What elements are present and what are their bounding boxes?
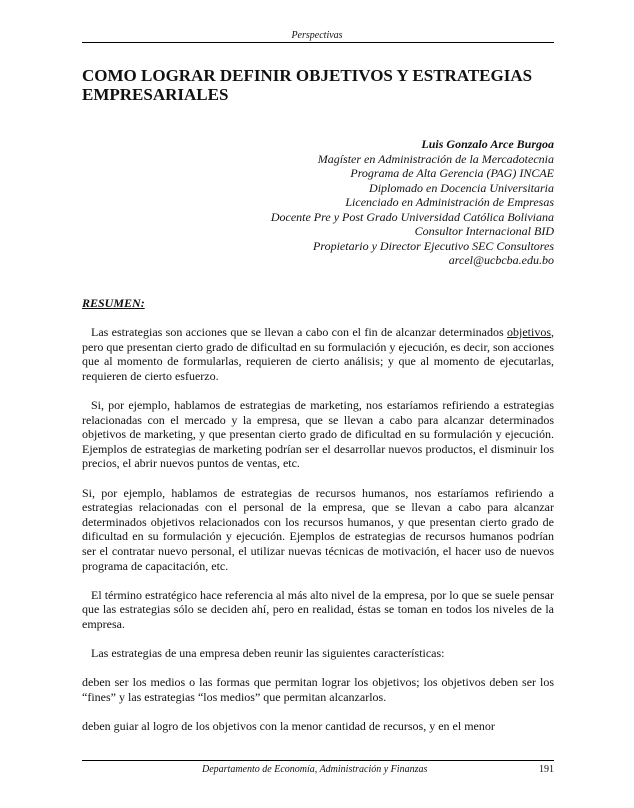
paragraph-6: deben ser los medios o las formas que permitan lograr los objetivos; los objetivos deben ser los “fines” y las estrategias “los medios” que permitan alcanzarlos. <box>82 675 554 704</box>
author-credential: Propietario y Director Ejecutivo SEC Consultores <box>313 238 554 253</box>
article-title: COMO LOGRAR DEFINIR OBJETIVOS Y ESTRATEGIAS EMPRESARIALES <box>82 66 533 104</box>
objetivos-link[interactable]: objetivos <box>507 325 551 339</box>
footer-department: Departamento de Economía, Administración y Finanzas <box>202 764 428 775</box>
header-rule <box>82 42 554 43</box>
paragraph-5: Las estrategias de una empresa deben reunir las siguientes características: <box>91 646 445 661</box>
page-number: 191 <box>539 764 554 775</box>
author-name: Luis Gonzalo Arce Burgoa <box>421 137 554 151</box>
article-body <box>82 325 554 748</box>
paragraph-1 <box>82 325 554 383</box>
author-credential: Consultor Internacional BID <box>414 224 554 238</box>
author-credential: Licenciado en Administración de Empresas <box>345 195 554 209</box>
paragraph-3: Si, por ejemplo, hablamos de estrategias de recursos humanos, nos estaríamos refiriendo a estrategias relacionadas con el personal de la empresa, que se llevan a cabo para alcanzar determinados objetivos relacionados con los recursos humanos, y que presentan cierto grado de dificultad en su formulación y ejecución. Ejemplos de estrategias de recursos humanos podrían ser el contratar nuevo personal, el utilizar nuevas técnicas de motivación, el hacer uso de nuevos programa de capacitación, etc. <box>82 485 554 573</box>
paragraph-2: Si, por ejemplo, hablamos de estrategias de marketing, nos estaríamos refiriendo a estrategias relacionadas con el mercado y la empresa, que se llevan a cabo para alcanzar determinados objetivos de marketing, y que presentan cierto grado de dificultad en su formulación y ejecución. Ejemplos de estrategias de marketing podrían ser el desarrollar nuevos productos, el disminuir los precios, el abrir nuevos puntos de ventas, etc. <box>82 397 554 471</box>
author-block <box>134 137 554 268</box>
running-header: Perspectivas <box>291 30 343 41</box>
author-credential: Programa de Alta Gerencia (PAG) INCAE <box>350 166 554 180</box>
author-email: arcel@ucbcba.edu.bo <box>448 253 554 267</box>
paragraph-4: El término estratégico hace referencia al más alto nivel de la empresa, por lo que se suele pensar que las estrategias sólo se deciden ahí, pero en realidad, éstas se toman en todos los niveles de la empresa. <box>82 587 554 631</box>
paragraph-1-start: Las estrategias son acciones que se llevan a cabo con el fin de alcanzar determinados <box>91 325 507 339</box>
author-credential: Docente Pre y Post Grado Universidad Católica Boliviana <box>270 209 554 224</box>
resumen-heading: RESUMEN: <box>82 296 145 310</box>
author-credential: Diplomado en Docencia Universitaria <box>369 180 554 195</box>
author-credential: Magíster en Administración de la Mercadotecnia <box>317 151 554 166</box>
footer-rule <box>82 760 554 761</box>
paragraph-1-end: , pero que presentan cierto grado de dificultad en su formulación y ejecución, es decir, son acciones que al momento de formularlas, requieren de cierto análisis; y que al momento de ejecutarlas, requieren de cierto esfuerzo. <box>82 325 554 383</box>
paragraph-7: deben guiar al logro de los objetivos con la menor cantidad de recursos, y en el menor <box>82 719 495 734</box>
